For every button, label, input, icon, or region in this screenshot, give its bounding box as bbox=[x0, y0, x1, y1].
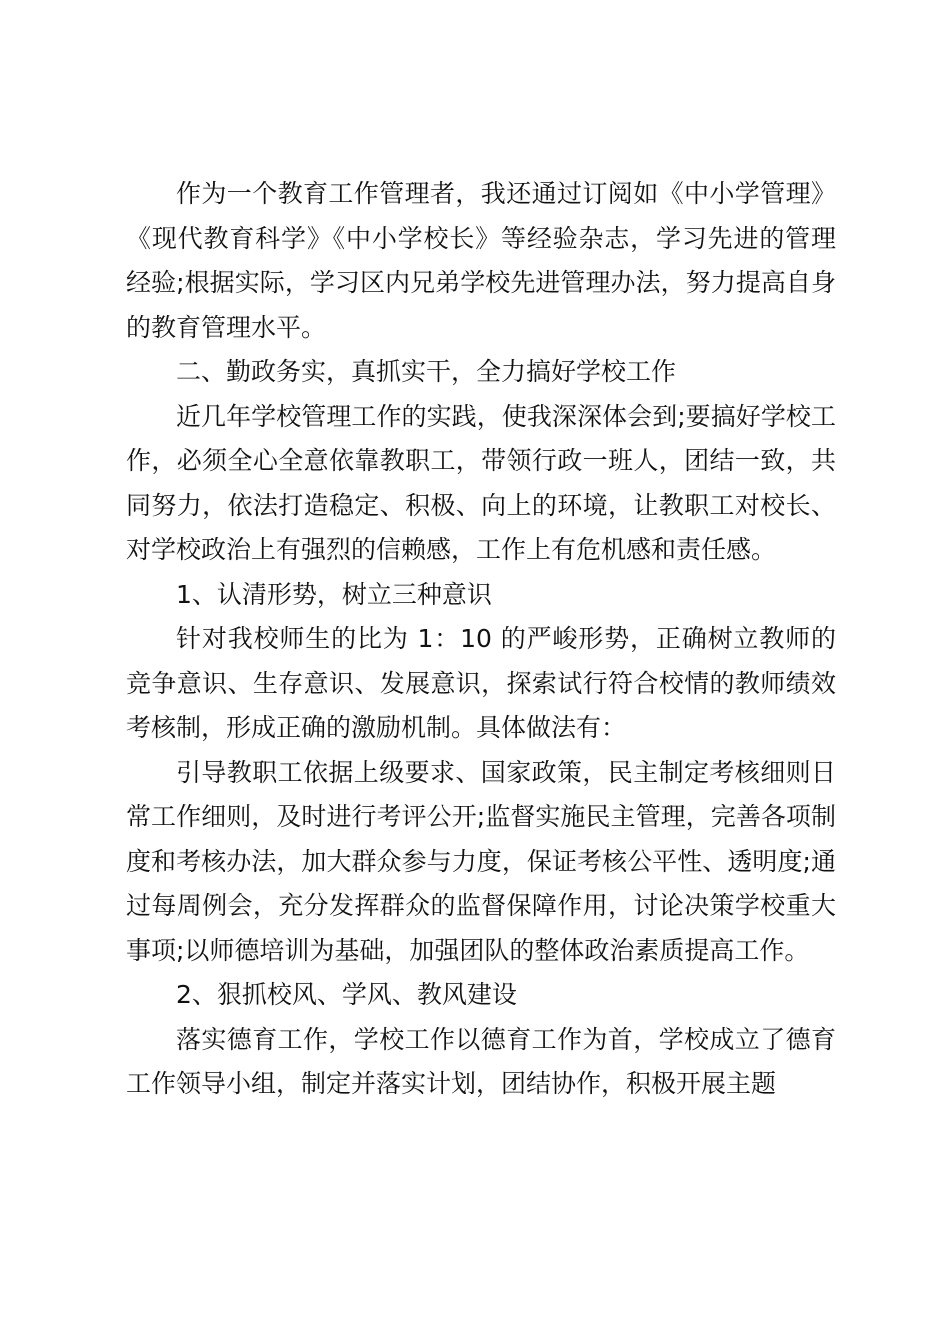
paragraph-management-practice: 近几年学校管理工作的实践，使我深深体会到;要搞好学校工作，必须全心全意依靠教职工，带领行政一班人，团结一致，共同努力，依法打造稳定、积极、向上的环境，让教职工对校长、对学校政治上有强烈的信赖感，工作上有危机感和责任感。 bbox=[126, 401, 836, 564]
paragraph-moral-education: 落实德育工作，学校工作以德育工作为首，学校成立了德育工作领导小组，制定并落实计划，团结协作，积极开展主题 bbox=[126, 1024, 836, 1098]
paragraph-management-learning: 作为一个教育工作管理者，我还通过订阅如《中小学管理》《现代教育科学》《中小学校长》等经验杂志，学习先进的管理经验;根据实际，学习区内兄弟学校先进管理办法，努力提高自身的教育管理水平。 bbox=[126, 179, 836, 342]
document-body bbox=[126, 172, 836, 1107]
paragraph-awareness: 针对我校师生的比为 1：10 的严峻形势，正确树立教师的竞争意识、生存意识、发展意识，探索试行符合校情的教师绩效考核制，形成正确的激励机制。具体做法有： bbox=[126, 624, 836, 742]
paragraph-practices: 引导教职工依据上级要求、国家政策，民主制定考核细则日常工作细则，及时进行考评公开;监督实施民主管理，完善各项制度和考核办法，加大群众参与力度，保证考核公平性、透明度;通过每周例会，充分发挥群众的监督保障作用，讨论决策学校重大事项;以师德培训为基础，加强团队的整体政治素质提高工作。 bbox=[126, 757, 836, 965]
heading-item-two: 2、狠抓校风、学风、教风建设 bbox=[176, 980, 517, 1009]
heading-section-two: 二、勤政务实，真抓实干，全力搞好学校工作 bbox=[176, 357, 677, 386]
heading-item-one: 1、认清形势，树立三种意识 bbox=[176, 579, 492, 609]
